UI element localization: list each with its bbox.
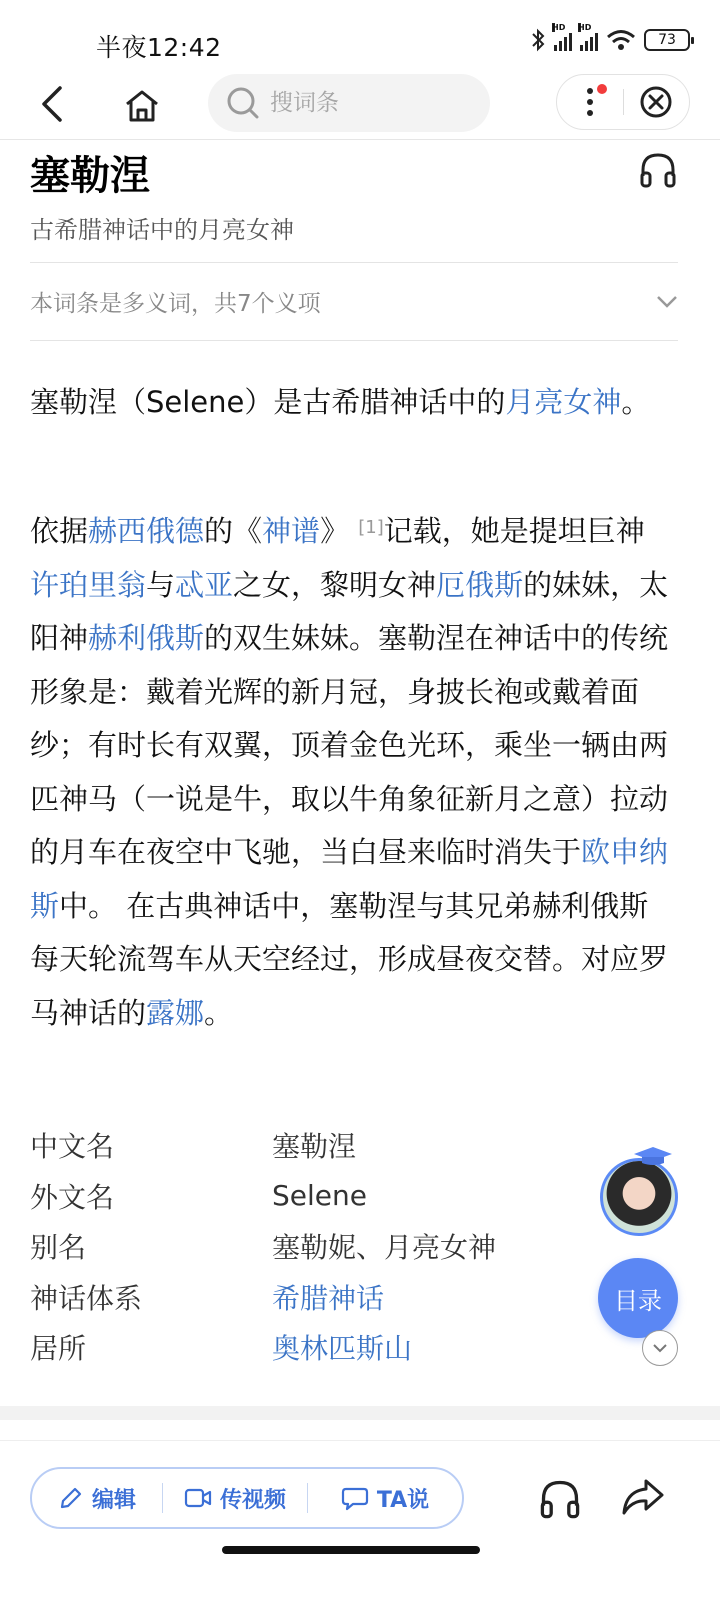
headphones-icon[interactable] bbox=[638, 150, 678, 190]
home-button[interactable] bbox=[118, 82, 166, 130]
text-run: 》 bbox=[320, 514, 359, 548]
link-hesiod[interactable]: 赫西俄德 bbox=[88, 514, 205, 548]
headphones-icon[interactable] bbox=[538, 1477, 582, 1521]
info-value-link[interactable]: 希腊神话 bbox=[272, 1281, 385, 1315]
intro-paragraph bbox=[30, 376, 670, 430]
text-run: 中。 在古典神话中，塞勒涅与其兄弟赫利俄斯每天轮流驾车从天空经过，形成昼夜交替。对应罗马神话的 bbox=[30, 888, 669, 1030]
info-value: Selene bbox=[272, 1179, 367, 1213]
bluetooth-icon bbox=[530, 28, 546, 52]
home-indicator bbox=[222, 1546, 480, 1554]
info-row bbox=[30, 1272, 590, 1323]
wifi-icon bbox=[606, 29, 636, 51]
edit-button[interactable] bbox=[32, 1469, 162, 1527]
edit-label: 编辑 bbox=[91, 1487, 136, 1513]
polysemy-note: 本词条是多义词，共7个义项 bbox=[30, 291, 321, 317]
toc-button[interactable]: 目录 bbox=[598, 1258, 678, 1338]
info-value: 塞勒涅 bbox=[272, 1130, 357, 1164]
polysemy-selector[interactable] bbox=[30, 263, 678, 341]
search-input[interactable] bbox=[270, 90, 450, 116]
back-arrow-icon bbox=[40, 86, 64, 122]
info-row bbox=[30, 1120, 590, 1171]
page-subtitle: 古希腊神话中的月亮女神 bbox=[30, 216, 294, 244]
info-row bbox=[30, 1221, 590, 1272]
chevron-down-icon bbox=[656, 295, 678, 309]
ta-label: TA说 bbox=[376, 1487, 430, 1513]
info-key: 神话体系 bbox=[30, 1281, 143, 1315]
info-key: 中文名 bbox=[30, 1130, 115, 1164]
close-button[interactable] bbox=[624, 74, 690, 130]
battery-icon: 73 bbox=[644, 29, 690, 51]
link-helios[interactable]: 赫利俄斯 bbox=[88, 621, 205, 655]
signal-2-icon: HD bbox=[580, 29, 598, 51]
page-title: 塞勒涅 bbox=[30, 153, 150, 199]
link-moon-goddess[interactable]: 月亮女神 bbox=[505, 385, 622, 419]
section-separator bbox=[0, 1406, 720, 1420]
home-icon bbox=[124, 89, 160, 123]
text-run: 之女，黎明女神 bbox=[233, 567, 437, 602]
action-pill bbox=[30, 1467, 464, 1529]
text-run: 记载，她是提坦巨神 bbox=[383, 514, 645, 548]
link-theogony[interactable]: 神谱 bbox=[262, 514, 321, 548]
more-button[interactable] bbox=[557, 74, 623, 130]
text-run: 的《 bbox=[204, 514, 263, 548]
notification-dot bbox=[597, 84, 607, 94]
graduation-cap-icon bbox=[632, 1146, 674, 1166]
chevron-down-icon bbox=[652, 1343, 668, 1353]
link-oceanus[interactable]: 欧申纳斯 bbox=[30, 835, 669, 923]
info-key: 外文名 bbox=[30, 1180, 115, 1214]
infobox bbox=[30, 1120, 590, 1373]
share-icon[interactable] bbox=[620, 1475, 666, 1521]
upload-video-button[interactable] bbox=[163, 1469, 307, 1527]
status-icons bbox=[530, 23, 690, 52]
text-run: 的妹妹，太阳神 bbox=[30, 567, 669, 655]
reference-marker[interactable]: [1] bbox=[358, 517, 384, 538]
text-run: 。 bbox=[621, 385, 651, 419]
nav-bar bbox=[0, 72, 720, 140]
info-row bbox=[30, 1322, 590, 1373]
body-paragraph bbox=[30, 505, 670, 1040]
video-label: 传视频 bbox=[219, 1487, 286, 1513]
chat-bubble-icon bbox=[341, 1485, 369, 1511]
search-icon bbox=[226, 86, 260, 120]
close-circle-icon bbox=[639, 85, 673, 119]
info-key: 居所 bbox=[30, 1332, 87, 1366]
info-row bbox=[30, 1171, 590, 1222]
pencil-icon bbox=[58, 1485, 84, 1511]
info-value-link[interactable]: 奥林匹斯山 bbox=[272, 1332, 413, 1366]
text-run: 与 bbox=[146, 567, 176, 602]
link-luna[interactable]: 露娜 bbox=[146, 995, 205, 1030]
bottom-toolbar bbox=[0, 1440, 720, 1560]
info-key: 别名 bbox=[30, 1231, 87, 1265]
signal-1-icon: HD bbox=[554, 29, 572, 51]
status-time: 半夜12:42 bbox=[96, 33, 222, 62]
ta-say-button[interactable] bbox=[308, 1469, 462, 1527]
text-run: 塞勒涅（Selene）是古希腊神话中的 bbox=[30, 385, 506, 419]
link-theia[interactable]: 忒亚 bbox=[175, 567, 234, 602]
search-box[interactable] bbox=[208, 74, 490, 132]
expand-button[interactable] bbox=[642, 1330, 678, 1366]
text-run: 。 bbox=[204, 995, 234, 1030]
status-bar bbox=[0, 0, 720, 80]
text-run: 的双生妹妹。塞勒涅在神话中的传统形象是：戴着光辉的新月冠，身披长袍或戴着面纱；有时长有双翼，顶着金色光环，乘坐一辆由两匹神马（一说是牛，取以牛角象征新月之意）拉动的月车在夜空中飞驰，当白昼来临时消失于 bbox=[30, 621, 669, 869]
link-eos[interactable]: 厄俄斯 bbox=[436, 567, 524, 602]
assistant-avatar[interactable] bbox=[600, 1158, 678, 1236]
back-button[interactable] bbox=[30, 82, 74, 126]
info-value: 塞勒妮、月亮女神 bbox=[272, 1231, 497, 1265]
video-camera-icon bbox=[184, 1487, 212, 1509]
text-run: 依据 bbox=[30, 514, 89, 548]
mini-program-capsule bbox=[556, 74, 690, 130]
link-hyperion[interactable]: 许珀里翁 bbox=[30, 567, 147, 602]
more-vertical-icon bbox=[586, 87, 594, 117]
